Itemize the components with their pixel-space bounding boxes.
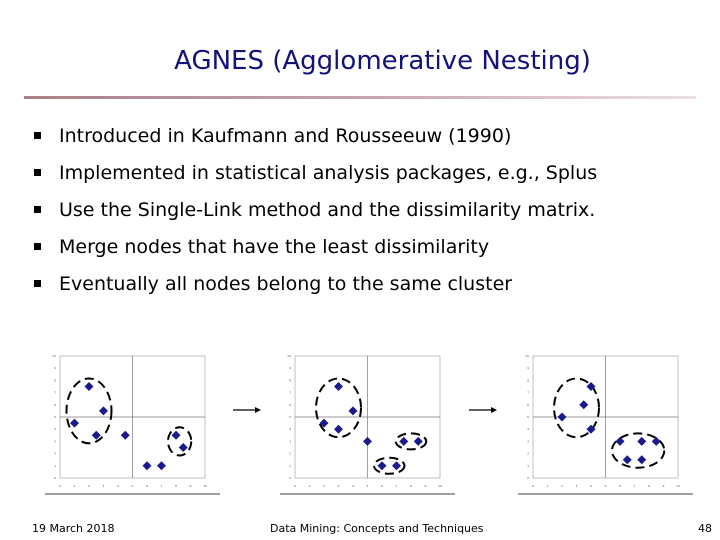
square-bullet-icon xyxy=(34,243,41,250)
y-tick-label: 0 xyxy=(54,476,56,480)
data-point xyxy=(378,461,387,470)
y-tick-label: 4 xyxy=(289,427,291,432)
data-point xyxy=(70,419,79,428)
y-tick-label: 10 xyxy=(525,354,529,358)
x-tick-label: 2 xyxy=(323,484,325,488)
footer-date: 19 March 2018 xyxy=(32,522,115,535)
bullet-item xyxy=(34,265,597,302)
bullet-text: Implemented in statistical analysis packages, e.g., Splus xyxy=(59,161,598,184)
x-tick-label: 4 xyxy=(352,484,354,488)
x-tick-label: 6 xyxy=(619,484,621,488)
bullet-text: Introduced in Kaufmann and Rousseeuw (1990) xyxy=(59,124,512,147)
y-tick-label: 8 xyxy=(289,378,291,383)
bullet-text: Merge nodes that have the least dissimilarity xyxy=(59,235,490,258)
x-tick-label: 7 xyxy=(160,484,163,488)
square-bullet-icon xyxy=(34,280,41,287)
bullet-item xyxy=(34,154,597,191)
y-tick-label: 7 xyxy=(54,390,56,395)
bullet-text: Use the Single-Link method and the dissimilarity matrix. xyxy=(59,198,596,221)
data-point xyxy=(349,406,358,415)
data-point xyxy=(399,437,408,446)
bullet-item xyxy=(34,228,597,265)
y-tick-label: 4 xyxy=(54,427,56,432)
x-tick-label: 9 xyxy=(424,484,427,488)
x-tick-label: 8 xyxy=(648,484,650,488)
y-tick-label: 2 xyxy=(527,451,529,456)
x-tick-label: 8 xyxy=(175,484,177,488)
right-arrow-icon xyxy=(468,405,498,415)
data-point xyxy=(558,413,567,422)
square-bullet-icon xyxy=(34,169,41,176)
y-tick-label: 5 xyxy=(289,415,291,419)
y-tick-label: 0 xyxy=(527,476,529,480)
y-tick-label: 5 xyxy=(527,415,529,419)
data-point xyxy=(172,431,181,440)
square-bullet-icon xyxy=(34,206,41,213)
data-point xyxy=(652,437,661,446)
data-point xyxy=(616,437,625,446)
data-point xyxy=(363,437,372,446)
data-point xyxy=(99,406,108,415)
y-tick-label: 1 xyxy=(527,463,529,468)
y-tick-label: 10 xyxy=(52,354,56,358)
x-tick-label: 7 xyxy=(633,484,636,488)
x-tick-label: 10 xyxy=(203,484,207,488)
x-tick-label: 4 xyxy=(590,484,592,488)
y-tick-label: 8 xyxy=(527,378,529,383)
y-tick-label: 1 xyxy=(289,463,291,468)
x-tick-label: 3 xyxy=(102,484,105,488)
x-tick-label: 1 xyxy=(73,484,76,488)
bullet-item xyxy=(34,117,597,154)
x-tick-label: 3 xyxy=(575,484,578,488)
x-tick-label: 1 xyxy=(308,484,311,488)
data-point xyxy=(334,382,343,391)
x-tick-label: 3 xyxy=(337,484,340,488)
y-tick-label: 9 xyxy=(527,366,529,371)
data-point xyxy=(157,461,166,470)
y-tick-label: 2 xyxy=(54,451,56,456)
y-tick-label: 7 xyxy=(289,390,291,395)
x-tick-label: 9 xyxy=(662,484,665,488)
x-tick-label: 0 xyxy=(294,484,296,488)
data-point xyxy=(392,461,401,470)
data-point xyxy=(179,443,188,452)
y-tick-label: 1 xyxy=(54,463,56,468)
x-tick-label: 6 xyxy=(381,484,383,488)
x-tick-label: 0 xyxy=(532,484,534,488)
data-point xyxy=(334,425,343,434)
data-point xyxy=(637,455,646,464)
y-tick-label: 6 xyxy=(289,402,291,407)
right-arrow-icon xyxy=(232,405,262,415)
data-point xyxy=(414,437,423,446)
footer-title: Data Mining: Concepts and Techniques xyxy=(270,522,484,535)
y-tick-label: 6 xyxy=(527,402,529,407)
y-tick-label: 9 xyxy=(289,366,291,371)
y-tick-label: 5 xyxy=(54,415,56,419)
data-point xyxy=(637,437,646,446)
x-tick-label: 9 xyxy=(189,484,192,488)
x-tick-label: 0 xyxy=(59,484,61,488)
y-tick-label: 6 xyxy=(54,402,56,407)
y-tick-label: 7 xyxy=(527,390,529,395)
page-number: 48 xyxy=(698,522,712,535)
x-tick-label: 10 xyxy=(438,484,442,488)
x-tick-label: 5 xyxy=(604,484,607,488)
data-point xyxy=(579,400,588,409)
x-tick-label: 6 xyxy=(146,484,148,488)
bullet-item xyxy=(34,191,597,228)
y-tick-label: 3 xyxy=(54,439,56,444)
x-tick-label: 5 xyxy=(366,484,369,488)
scatter-plot-1 xyxy=(45,348,220,498)
title-divider xyxy=(24,96,696,99)
x-tick-label: 1 xyxy=(546,484,549,488)
x-tick-label: 4 xyxy=(117,484,119,488)
y-tick-label: 3 xyxy=(289,439,291,444)
x-tick-label: 2 xyxy=(561,484,563,488)
data-point xyxy=(121,431,130,440)
slide-title: AGNES (Agglomerative Nesting) xyxy=(174,46,591,76)
data-point xyxy=(623,455,632,464)
x-tick-label: 5 xyxy=(131,484,134,488)
scatter-plot-3 xyxy=(518,348,693,498)
y-tick-label: 2 xyxy=(289,451,291,456)
x-tick-label: 2 xyxy=(88,484,90,488)
x-tick-label: 10 xyxy=(676,484,680,488)
y-tick-label: 0 xyxy=(289,476,291,480)
y-tick-label: 10 xyxy=(287,354,291,358)
x-tick-label: 7 xyxy=(395,484,398,488)
y-tick-label: 3 xyxy=(527,439,529,444)
scatter-plot-2 xyxy=(280,348,455,498)
bullet-list xyxy=(34,117,597,302)
cluster-outline xyxy=(168,427,191,455)
y-tick-label: 9 xyxy=(54,366,56,371)
y-tick-label: 4 xyxy=(527,427,529,432)
square-bullet-icon xyxy=(34,132,41,139)
bullet-text: Eventually all nodes belong to the same cluster xyxy=(59,272,513,295)
data-point xyxy=(85,382,94,391)
y-tick-label: 8 xyxy=(54,378,56,383)
data-point xyxy=(143,461,152,470)
x-tick-label: 8 xyxy=(410,484,412,488)
